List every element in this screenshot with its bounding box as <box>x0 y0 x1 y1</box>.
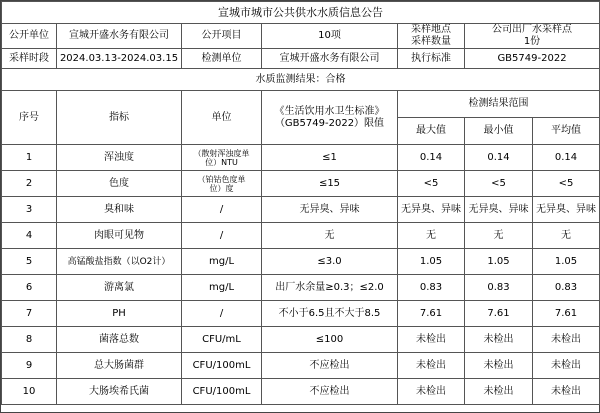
cell-unit: CFU/100mL <box>182 353 262 379</box>
meta-row-1 <box>2 24 600 49</box>
cell-unit-line-1: （铂钴色度单 <box>197 174 246 184</box>
header-limit-line-1: 《生活饮用水卫生标准》 <box>274 105 385 117</box>
sample-count-value: 1份 <box>523 36 541 47</box>
time-label: 采样时段 <box>2 49 57 69</box>
sample-value <box>465 24 600 49</box>
table-row <box>2 353 600 379</box>
cell-indicator: 游离氯 <box>57 275 182 301</box>
sample-label <box>398 24 465 49</box>
cell-min: <5 <box>465 171 533 197</box>
cell-indicator: 肉眼可见物 <box>57 223 182 249</box>
header-limit-line-2: （GB5749-2022）限值 <box>274 117 385 129</box>
cell-avg: 0.14 <box>533 145 600 171</box>
cell-unit: CFU/mL <box>182 327 262 353</box>
standard-value: GB5749-2022 <box>465 49 600 69</box>
cell-min: 0.14 <box>465 145 533 171</box>
cell-max: 未检出 <box>398 327 465 353</box>
cell-max: 0.14 <box>398 145 465 171</box>
cell-min: 0.83 <box>465 275 533 301</box>
cell-limit: 无 <box>262 223 398 249</box>
cell-limit: 不小于6.5且不大于8.5 <box>262 301 398 327</box>
sample-count-label: 采样数量 <box>411 36 451 47</box>
cell-max: 未检出 <box>398 379 465 405</box>
cell-seq: 5 <box>2 249 57 275</box>
cell-limit: ≤15 <box>262 171 398 197</box>
cell-max: 未检出 <box>398 353 465 379</box>
cell-seq: 6 <box>2 275 57 301</box>
header-range: 检测结果范围 <box>398 91 600 118</box>
cell-unit <box>182 171 262 197</box>
cell-seq: 7 <box>2 301 57 327</box>
cell-unit: / <box>182 197 262 223</box>
cell-seq: 9 <box>2 353 57 379</box>
cell-avg: 未检出 <box>533 327 600 353</box>
cell-indicator: 大肠埃希氏菌 <box>57 379 182 405</box>
cell-seq: 4 <box>2 223 57 249</box>
detect-value: 宣城开盛水务有限公司 <box>262 49 398 69</box>
cell-seq: 10 <box>2 379 57 405</box>
cell-max: 无异臭、异味 <box>398 197 465 223</box>
unit-value: 宣城开盛水务有限公司 <box>57 24 182 49</box>
header-unit: 单位 <box>182 91 262 145</box>
header-limit <box>262 91 398 145</box>
detect-label: 检测单位 <box>182 49 262 69</box>
cell-indicator: 高锰酸盐指数（以O2计） <box>57 249 182 275</box>
project-value: 10项 <box>262 24 398 49</box>
table-row <box>2 171 600 197</box>
cell-limit: ≤3.0 <box>262 249 398 275</box>
cell-max: 1.05 <box>398 249 465 275</box>
cell-unit-line-2: 位）NTU <box>205 157 238 167</box>
cell-avg: <5 <box>533 171 600 197</box>
cell-indicator: PH <box>57 301 182 327</box>
header-avg: 平均值 <box>533 118 600 145</box>
sample-location-value: 公司出厂水采样点 <box>492 24 572 35</box>
notice-table <box>1 1 600 405</box>
cell-min: 未检出 <box>465 379 533 405</box>
cell-unit <box>182 145 262 171</box>
cell-min: 7.61 <box>465 301 533 327</box>
header-seq: 序号 <box>2 91 57 145</box>
cell-max: <5 <box>398 171 465 197</box>
cell-seq: 1 <box>2 145 57 171</box>
cell-limit: ≤100 <box>262 327 398 353</box>
cell-avg: 无异臭、异味 <box>533 197 600 223</box>
cell-min: 未检出 <box>465 327 533 353</box>
cell-unit: / <box>182 223 262 249</box>
standard-label: 执行标准 <box>398 49 465 69</box>
cell-max: 无 <box>398 223 465 249</box>
table-row <box>2 275 600 301</box>
cell-seq: 2 <box>2 171 57 197</box>
table-row <box>2 197 600 223</box>
table-row <box>2 327 600 353</box>
header-indicator: 指标 <box>57 91 182 145</box>
cell-indicator: 臭和味 <box>57 197 182 223</box>
result-row <box>2 69 600 91</box>
cell-avg: 未检出 <box>533 353 600 379</box>
cell-limit: ≤1 <box>262 145 398 171</box>
cell-unit: / <box>182 301 262 327</box>
cell-seq: 3 <box>2 197 57 223</box>
cell-indicator: 总大肠菌群 <box>57 353 182 379</box>
table-row <box>2 379 600 405</box>
cell-unit: mg/L <box>182 275 262 301</box>
title-row <box>2 2 600 24</box>
cell-avg: 无 <box>533 223 600 249</box>
cell-min: 无 <box>465 223 533 249</box>
cell-limit: 不应检出 <box>262 379 398 405</box>
cell-max: 7.61 <box>398 301 465 327</box>
table-row <box>2 249 600 275</box>
table-row <box>2 223 600 249</box>
cell-indicator: 色度 <box>57 171 182 197</box>
cell-min: 1.05 <box>465 249 533 275</box>
cell-avg: 7.61 <box>533 301 600 327</box>
cell-unit: CFU/100mL <box>182 379 262 405</box>
cell-max: 0.83 <box>398 275 465 301</box>
unit-label: 公开单位 <box>2 24 57 49</box>
sample-location-label: 采样地点 <box>411 24 451 35</box>
header-max: 最大值 <box>398 118 465 145</box>
cell-unit-line-2: 位）度 <box>209 183 234 193</box>
cell-limit: 不应检出 <box>262 353 398 379</box>
project-label: 公开项目 <box>182 24 262 49</box>
header-row-1 <box>2 91 600 118</box>
table-row <box>2 301 600 327</box>
cell-limit: 无异臭、异味 <box>262 197 398 223</box>
cell-unit-line-1: （散射浑浊度单 <box>193 148 250 158</box>
cell-unit: mg/L <box>182 249 262 275</box>
notice-title: 宣城市城市公共供水水质信息公告 <box>2 2 600 24</box>
meta-row-2 <box>2 49 600 69</box>
cell-avg: 未检出 <box>533 379 600 405</box>
cell-avg: 1.05 <box>533 249 600 275</box>
cell-min: 未检出 <box>465 353 533 379</box>
cell-seq: 8 <box>2 327 57 353</box>
cell-avg: 0.83 <box>533 275 600 301</box>
result-line: 水质监测结果：合格 <box>2 69 600 91</box>
table-row <box>2 145 600 171</box>
cell-indicator: 浑浊度 <box>57 145 182 171</box>
time-value: 2024.03.13-2024.03.15 <box>57 49 182 69</box>
header-min: 最小值 <box>465 118 533 145</box>
cell-indicator: 菌落总数 <box>57 327 182 353</box>
cell-min: 无异臭、异味 <box>465 197 533 223</box>
cell-limit: 出厂水余量≥0.3；≤2.0 <box>262 275 398 301</box>
